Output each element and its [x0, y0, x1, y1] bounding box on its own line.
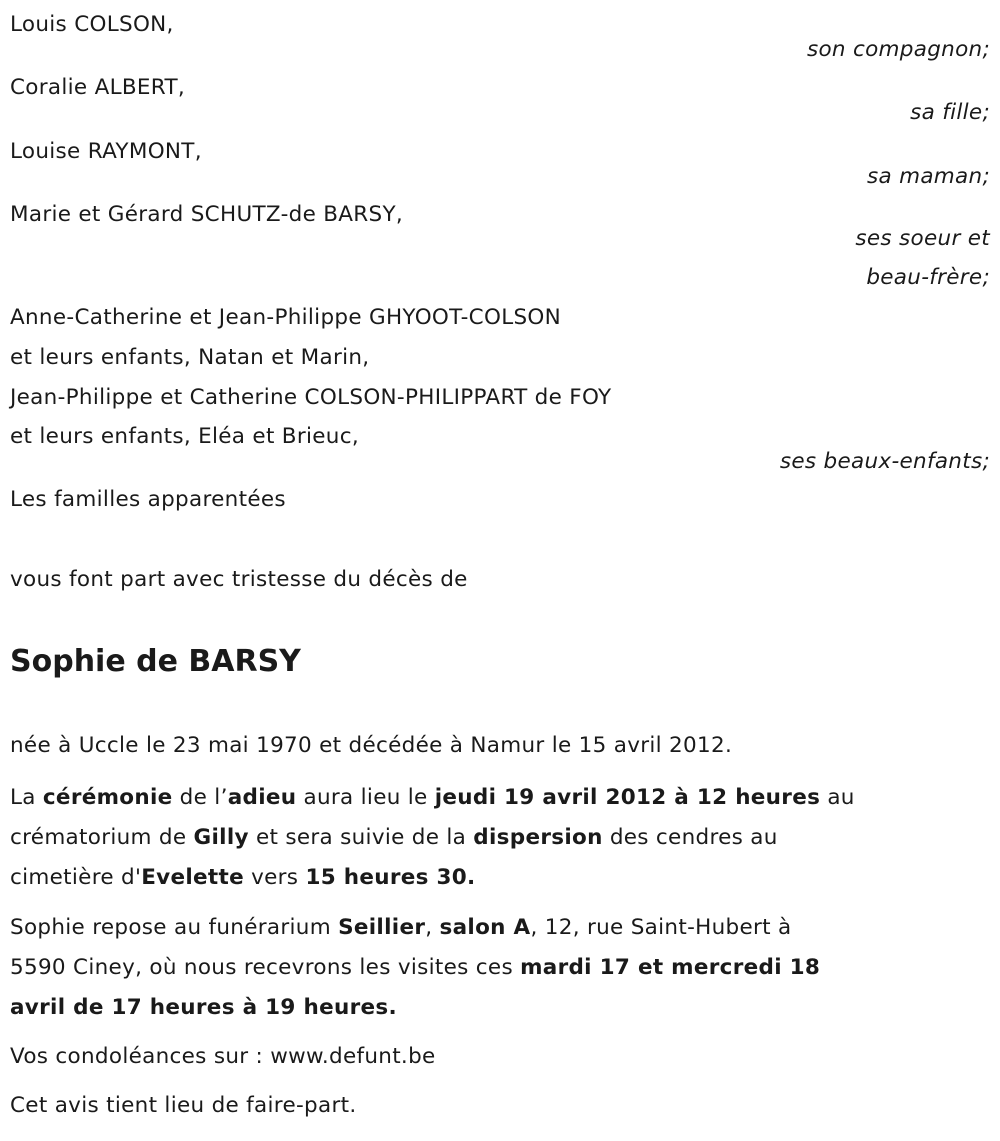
family-relation: beau-frère;: [866, 265, 990, 290]
family-relation: sa maman;: [866, 164, 990, 189]
visits-line: [10, 994, 397, 1022]
visits-line: [10, 954, 820, 982]
stepchildren-line: Jean-Philippe et Catherine COLSON-PHILIPPART de FOY: [10, 385, 612, 410]
text: , 12, rue Saint-Hubert à: [530, 915, 792, 940]
families-line: Les familles apparentées: [10, 487, 286, 512]
text: ,: [425, 915, 440, 940]
text: crématorium de: [10, 825, 194, 850]
text: Sophie repose au funérarium: [10, 915, 339, 940]
deceased-name: Sophie de BARSY: [10, 644, 301, 679]
birth-death: née à Uccle le 23 mai 1970 et décédée à Namur le 15 avril 2012.: [10, 733, 733, 758]
bold-text: adieu: [227, 785, 297, 810]
stepchildren-line: et leurs enfants, Eléa et Brieuc,: [10, 424, 359, 449]
stepchildren-line: et leurs enfants, Natan et Marin,: [10, 345, 370, 370]
text: et sera suivie de la: [248, 825, 474, 850]
ceremony-line: [10, 824, 778, 852]
bold-text: Seillier: [338, 915, 426, 940]
family-name: Louise RAYMONT,: [10, 139, 202, 164]
text: de l’: [172, 785, 228, 810]
announcement: vous font part avec tristesse du décès de: [10, 567, 468, 592]
text: La: [10, 785, 43, 810]
bold-text: salon A: [439, 915, 531, 940]
bold-text: Gilly: [193, 825, 249, 850]
bold-text: avril de 17 heures à 19 heures.: [10, 995, 397, 1020]
bold-text: mardi 17 et mercredi 18: [520, 955, 821, 980]
text: aura lieu le: [296, 785, 435, 810]
family-name: Coralie ALBERT,: [10, 75, 186, 100]
bold-text: Evelette: [141, 865, 244, 890]
ceremony-line: [10, 864, 476, 892]
bold-text: 15 heures 30.: [305, 865, 476, 890]
visits-line: [10, 914, 791, 942]
bold-text: jeudi 19 avril 2012 à 12 heures: [434, 785, 821, 810]
text: 5590 Ciney, où nous recevrons les visites ces: [10, 955, 521, 980]
family-name: Marie et Gérard SCHUTZ-de BARSY,: [10, 202, 404, 227]
family-relation: son compagnon;: [806, 37, 990, 62]
ceremony-line: [10, 784, 855, 812]
text: au: [820, 785, 855, 810]
condolences: Vos condoléances sur : www.defunt.be: [10, 1044, 436, 1069]
notice: Cet avis tient lieu de faire-part.: [10, 1093, 357, 1118]
family-relation: sa fille;: [910, 100, 990, 125]
family-name: Louis COLSON,: [10, 12, 174, 37]
bold-text: dispersion: [473, 825, 603, 850]
stepchildren-line: Anne-Catherine et Jean-Philippe GHYOOT-COLSON: [10, 305, 562, 330]
family-relation: ses soeur et: [855, 226, 990, 251]
text: cimetière d': [10, 865, 142, 890]
bold-text: cérémonie: [42, 785, 173, 810]
text: vers: [243, 865, 306, 890]
stepchildren-relation: ses beaux-enfants;: [779, 449, 990, 474]
text: des cendres au: [602, 825, 778, 850]
